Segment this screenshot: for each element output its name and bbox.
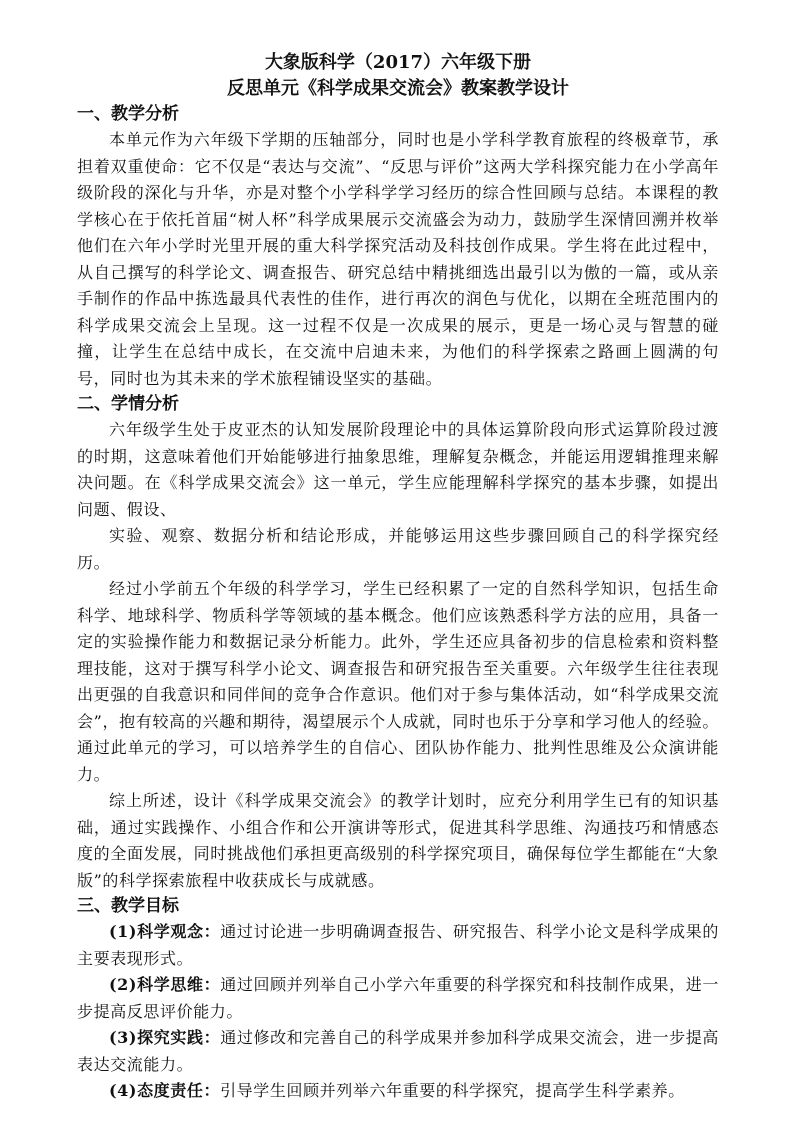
section-heading-teaching-analysis: 一、教学分析 (77, 104, 179, 124)
objective-text: 通过修改和完善自己的科学成果并参加科学成果交流会，进一步提高表达交流能力。 (77, 1028, 719, 1074)
paragraph: 经过小学前五个年级的科学学习，学生已经积累了一定的自然科学知识，包括生命科学、地球科学、物质科学等领域的基本概念。他们应该熟悉科学方法的应用，具备一定的实验操作能力和数据记录分析能力。此外，学生还应具备初步的信息检索和资料整理技能，这对于撰写科学小论文、调查报告和研究报告至关重要。六年级学生往往表现出更强的自我意识和同伴间的竞争合作意识。他们对于参与集体活动，如“科学成果交流会”，抱有较高的兴趣和期待，渴望展示个人成就，同时也乐于分享和学习他人的经验。通过此单元的学习，可以培养学生的自信心、团队协作能力、批判性思维及公众演讲能力。 (77, 579, 719, 784)
objective-label: (1)科学观念： (109, 922, 221, 941)
paragraph: 综上所述，设计《科学成果交流会》的教学计划时，应充分利用学生已有的知识基础，通过实践操作、小组合作和公开演讲等形式，促进其科学思维、沟通技巧和情感态度的全面发展，同时挑战他们承担更高级别的科学探究项目，确保每位学生都能在“大象版”的科学探索旅程中收获成长与成就感。 (77, 791, 719, 890)
objective-label: (2)科学思维： (109, 975, 221, 994)
document-title-line1: 大象版科学（2017）六年级下册 (264, 52, 532, 73)
objective-label: (3)探究实践： (109, 1028, 221, 1047)
document-title-line2: 反思单元《科学成果交流会》教案教学设计 (227, 78, 569, 99)
document-page (77, 50, 719, 1105)
objective-text: 引导学生回顾并列举六年重要的科学探究，提高学生科学素养。 (220, 1081, 685, 1100)
paragraph: 实验、观察、数据分析和结论形成，并能够运用这些步骤回顾自己的科学探究经历。 (77, 526, 719, 572)
paragraph: 本单元作为六年级下学期的压轴部分，同时也是小学科学教育旅程的终极章节，承担着双重使命：它不仅是“表达与交流”、“反思与评价”这两大学科探究能力在小学高年级阶段的深化与升华，亦是对整个小学科学学习经历的综合性回顾与总结。本课程的教学核心在于依托首届“树人杯”科学成果展示交流盛会为动力，鼓励学生深情回溯并枚举他们在六年小学时光里开展的重大科学探究活动及科技创作成果。学生将在此过程中，从自己撰写的科学论文、调查报告、研究总结中精挑细选出最引以为傲的一篇，或从亲手制作的作品中拣选最具代表性的佳作，进行再次的润色与优化，以期在全班范围内的科学成果交流会上呈现。这一过程不仅是一次成果的展示，更是一场心灵与智慧的碰撞，让学生在总结中成长，在交流中启迪未来，为他们的科学探索之路画上圆满的句号，同时也为其未来的学术旅程铺设坚实的基础。 (77, 130, 719, 388)
objective-item (77, 1025, 719, 1078)
section-heading-teaching-objectives: 三、教学目标 (77, 896, 179, 916)
paragraph: 六年级学生处于皮亚杰的认知发展阶段理论中的具体运算阶段向形式运算阶段过渡的时期，这意味着他们开始能够进行抽象思维，理解复杂概念，并能运用逻辑推理来解决问题。在《科学成果交流会》这一单元，学生应能理解科学探究的基本步骤，如提出问题、假设、 (77, 420, 719, 519)
objective-label: (4)态度责任： (109, 1081, 221, 1100)
objective-item (77, 919, 719, 972)
objective-text: 通过讨论进一步明确调查报告、研究报告、科学小论文是科学成果的主要表现形式。 (77, 922, 719, 968)
objective-item (77, 972, 719, 1025)
objective-text: 通过回顾并列举自己小学六年重要的科学探究和科技制作成果，进一步提高反思评价能力。 (77, 975, 719, 1021)
section-heading-student-analysis: 二、学情分析 (77, 394, 179, 414)
objective-item (77, 1078, 719, 1105)
